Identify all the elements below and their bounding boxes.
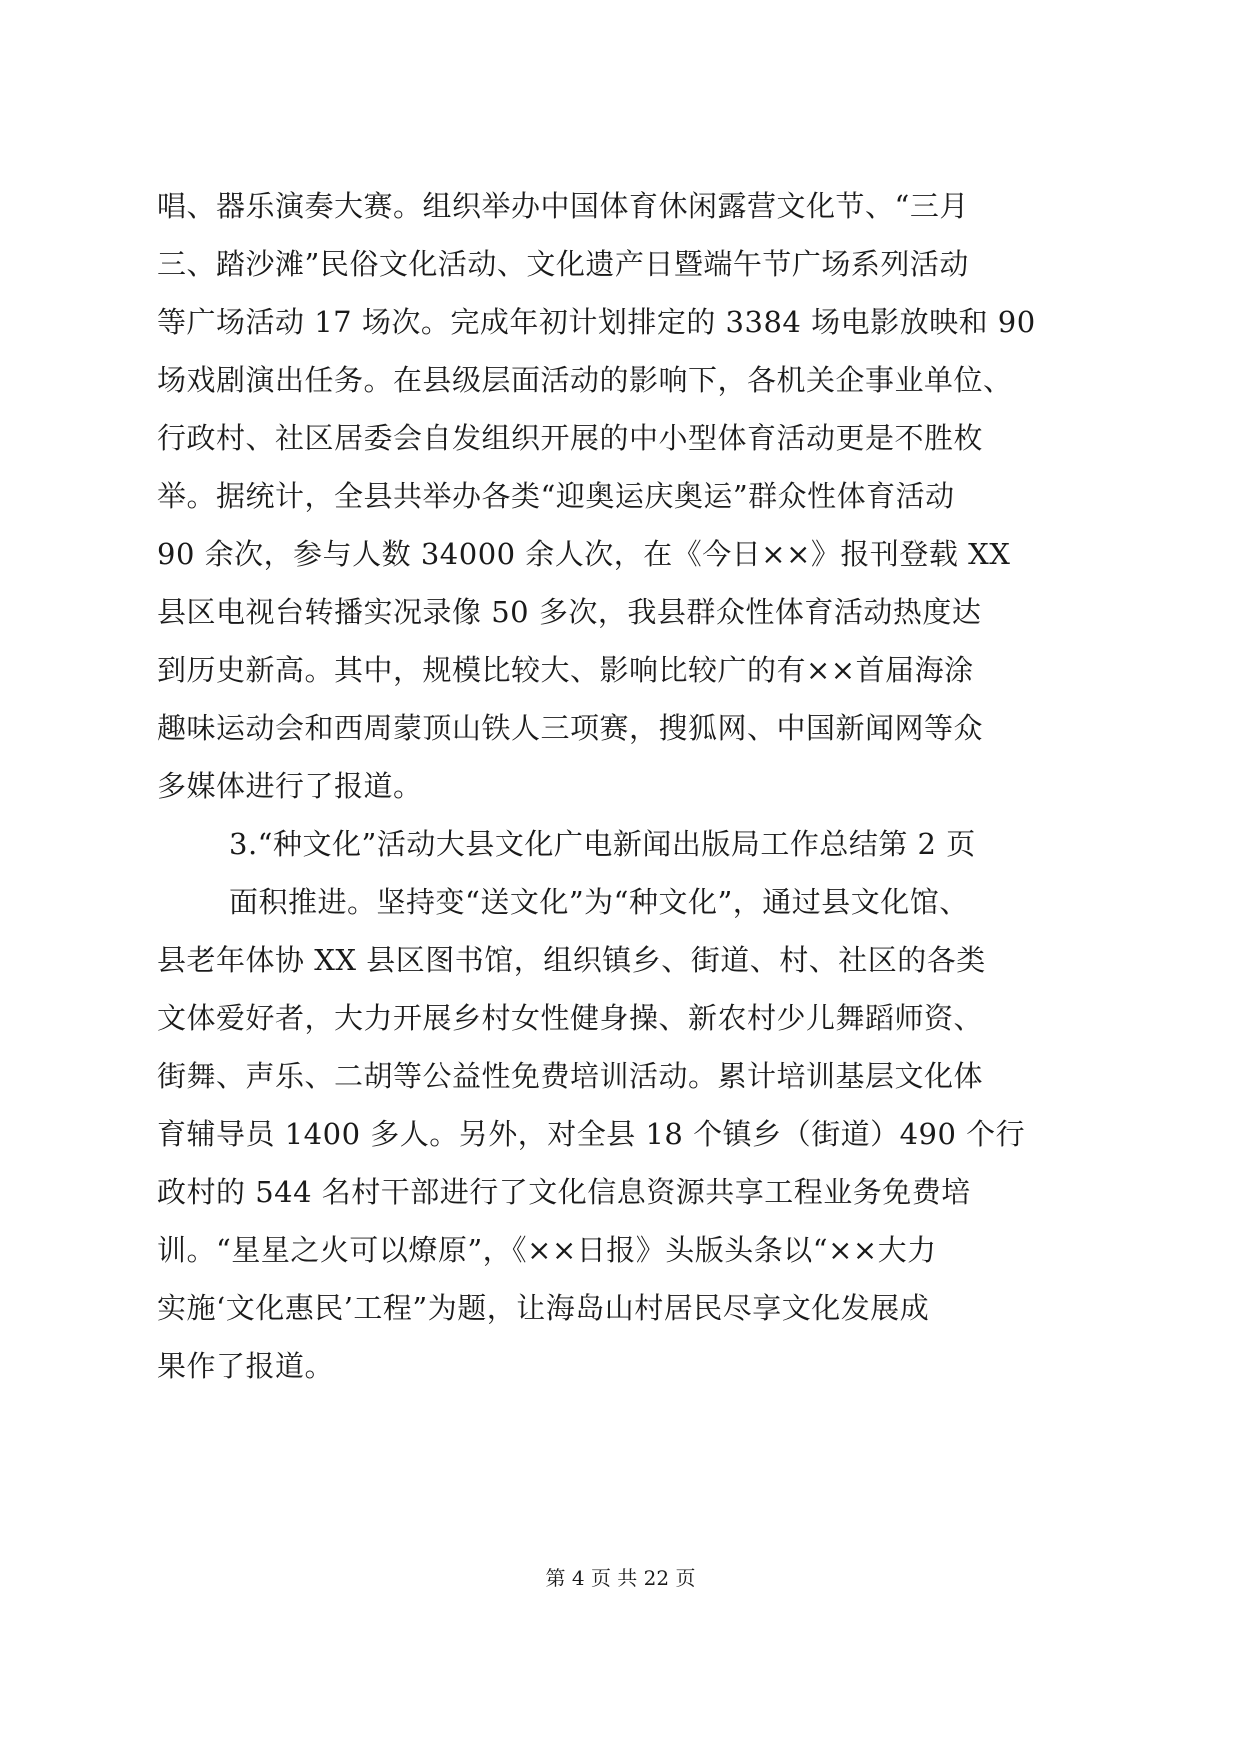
paragraph-line: 行政村、社区居委会自发组织开展的中小型体育活动更是不胜枚 <box>157 421 984 455</box>
paragraph-line: 举。据统计，全县共举办各类“迎奥运庆奥运”群众性体育活动 <box>157 479 955 513</box>
paragraph-line: 场戏剧演出任务。在县级层面活动的影响下，各机关企事业单位、 <box>157 363 1013 397</box>
paragraph-line: 趣味运动会和西周蒙顶山铁人三项赛，搜狐网、中国新闻网等众 <box>157 711 984 745</box>
paragraph-line: 县区电视台转播实况录像 50 多次，我县群众性体育活动热度达 <box>157 595 982 629</box>
paragraph-line: 县老年体协 XX 县区图书馆，组织镇乡、街道、村、社区的各类 <box>157 943 986 977</box>
paragraph-line: 训。“星星之火可以燎原”，《××日报》头版头条以“××大力 <box>157 1233 937 1267</box>
paragraph-line: 育辅导员 1400 多人。另外，对全县 18 个镇乡（街道）490 个行 <box>157 1117 1026 1151</box>
paragraph-line: 90 余次，参与人数 34000 余人次，在《今日××》报刊登载 XX <box>157 537 1011 571</box>
section-heading-line: 3.“种文化”活动大县文化广电新闻出版局工作总结第 2 页 <box>229 827 976 861</box>
paragraph-line: 多媒体进行了报道。 <box>157 769 423 803</box>
paragraph-line: 三、踏沙滩”民俗文化活动、文化遗产日暨端午节广场系列活动 <box>157 247 969 281</box>
paragraph-line: 文体爱好者，大力开展乡村女性健身操、新农村少儿舞蹈师资、 <box>157 1001 984 1035</box>
page-footer: 第 4 页 共 22 页 <box>545 1566 696 1590</box>
paragraph-line: 唱、器乐演奏大赛。组织举办中国体育休闲露营文化节、“三月 <box>157 189 969 223</box>
paragraph-line: 果作了报道。 <box>157 1349 335 1383</box>
paragraph-line: 面积推进。坚持变“送文化”为“种文化”，通过县文化馆、 <box>229 885 969 919</box>
paragraph-line: 实施‘文化惠民’工程”为题，让海岛山村居民尽享文化发展成 <box>157 1291 930 1325</box>
paragraph-line: 政村的 544 名村干部进行了文化信息资源共享工程业务免费培 <box>157 1175 971 1209</box>
paragraph-line: 到历史新高。其中，规模比较大、影响比较广的有××首届海涂 <box>157 653 974 687</box>
paragraph-line: 等广场活动 17 场次。完成年初计划排定的 3384 场电影放映和 90 <box>157 305 1036 339</box>
paragraph-line: 街舞、声乐、二胡等公益性免费培训活动。累计培训基层文化体 <box>157 1059 984 1093</box>
